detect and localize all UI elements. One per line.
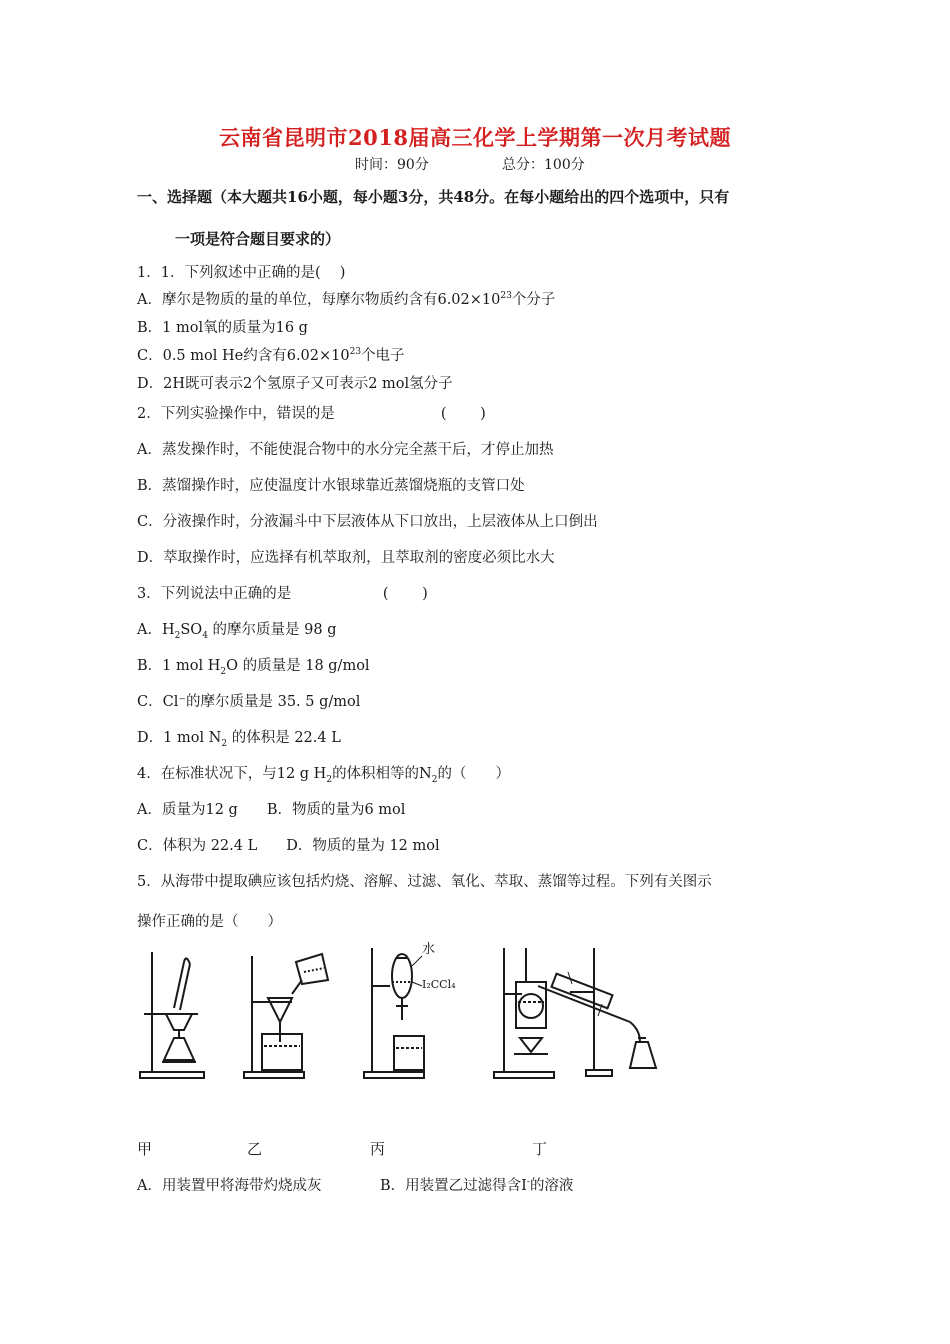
q1-stem: 1．1．下列叙述中正确的是( ) xyxy=(137,265,346,281)
q4-options-ab: A．质量为12 g B．物质的量为6 mol xyxy=(137,802,406,818)
q5-option-a: A．用装置甲将海带灼烧成灰 xyxy=(137,1178,322,1194)
caption-bing: 丙 xyxy=(370,1140,386,1158)
q3-option-b: B．1 mol $H_2O$ 的质量是 18 g/mol xyxy=(137,658,370,677)
q3-option-a: A．$H_2SO_4$ 的摩尔质量是 98 g xyxy=(137,622,337,641)
caption-ding: 丁 xyxy=(532,1140,548,1158)
exam-score: 总分：100分 xyxy=(502,157,585,173)
q4-options-cd: C．体积为 22.4 L D．物质的量为 12 mol xyxy=(137,838,440,854)
q5-option-b: B．用装置乙过滤得含I-的溶液 xyxy=(380,1177,574,1194)
water-label: 水 xyxy=(422,942,436,957)
caption-yi: 乙 xyxy=(247,1140,263,1158)
q2-option-a: A．蒸发操作时，不能使混合物中的水分完全蒸干后，才停止加热 xyxy=(137,442,554,458)
apparatus-yi-figure xyxy=(240,942,340,1082)
q1-option-d: D．2H既可表示2个氢原子又可表示2 mol氢分子 xyxy=(137,376,453,392)
q2-option-b: B．蒸馏操作时，应使温度计水银球靠近蒸馏烧瓶的支管口处 xyxy=(137,478,525,494)
q5-stem-line2: 操作正确的是（ ） xyxy=(137,914,282,930)
q2-stem: 2．下列实验操作中，错误的是 ( ) xyxy=(137,406,486,422)
q3-option-c: C．Cl⁻的摩尔质量是 35. 5 g/mol xyxy=(137,694,361,710)
q2-option-c: C．分液操作时，分液漏斗中下层液体从下口放出，上层液体从上口倒出 xyxy=(137,514,598,530)
q2-option-d: D．萃取操作时，应选择有机萃取剂，且萃取剂的密度必须比水大 xyxy=(137,550,555,566)
q5-stem-line1: 5．从海带中提取碘应该包括灼烧、溶解、过滤、氧化、萃取、蒸馏等过程。下列有关图示 xyxy=(137,874,712,890)
q4-stem: 4．在标准状况下，与12 g $H_2$的体积相等的$N_2$的（ ） xyxy=(137,766,510,785)
apparatus-bing-figure xyxy=(360,942,460,1082)
exam-time: 时间：90分 xyxy=(355,157,429,173)
q3-stem: 3．下列说法中正确的是 ( ) xyxy=(137,586,428,602)
apparatus-ding-figure xyxy=(490,942,680,1082)
section-heading-line2: 一项是符合题目要求的） xyxy=(175,230,341,248)
q1-option-b: B．1 mol氧的质量为16 g xyxy=(137,320,308,336)
apparatus-jia-figure xyxy=(136,942,216,1082)
page-title: 云南省昆明市2018届高三化学上学期第一次月考试题 xyxy=(219,125,731,150)
section-heading-line1: 一、选择题（本大题共16小题，每小题3分，共48分。在每小题给出的四个选项中，只有 xyxy=(137,188,730,206)
ccl4-label: I₂CCl₄ xyxy=(422,978,456,991)
q1-option-a: A．摩尔是物质的量的单位，每摩尔物质约含有$6.02\times 10^{23}$个分子 xyxy=(137,291,556,308)
caption-jia: 甲 xyxy=(137,1140,153,1158)
q1-option-c: C．0.5 mol He约含有$6.02\times 10^{23}$个电子 xyxy=(137,347,405,364)
q3-option-d: D．1 mol $N_2$ 的体积是 22.4 L xyxy=(137,730,341,749)
